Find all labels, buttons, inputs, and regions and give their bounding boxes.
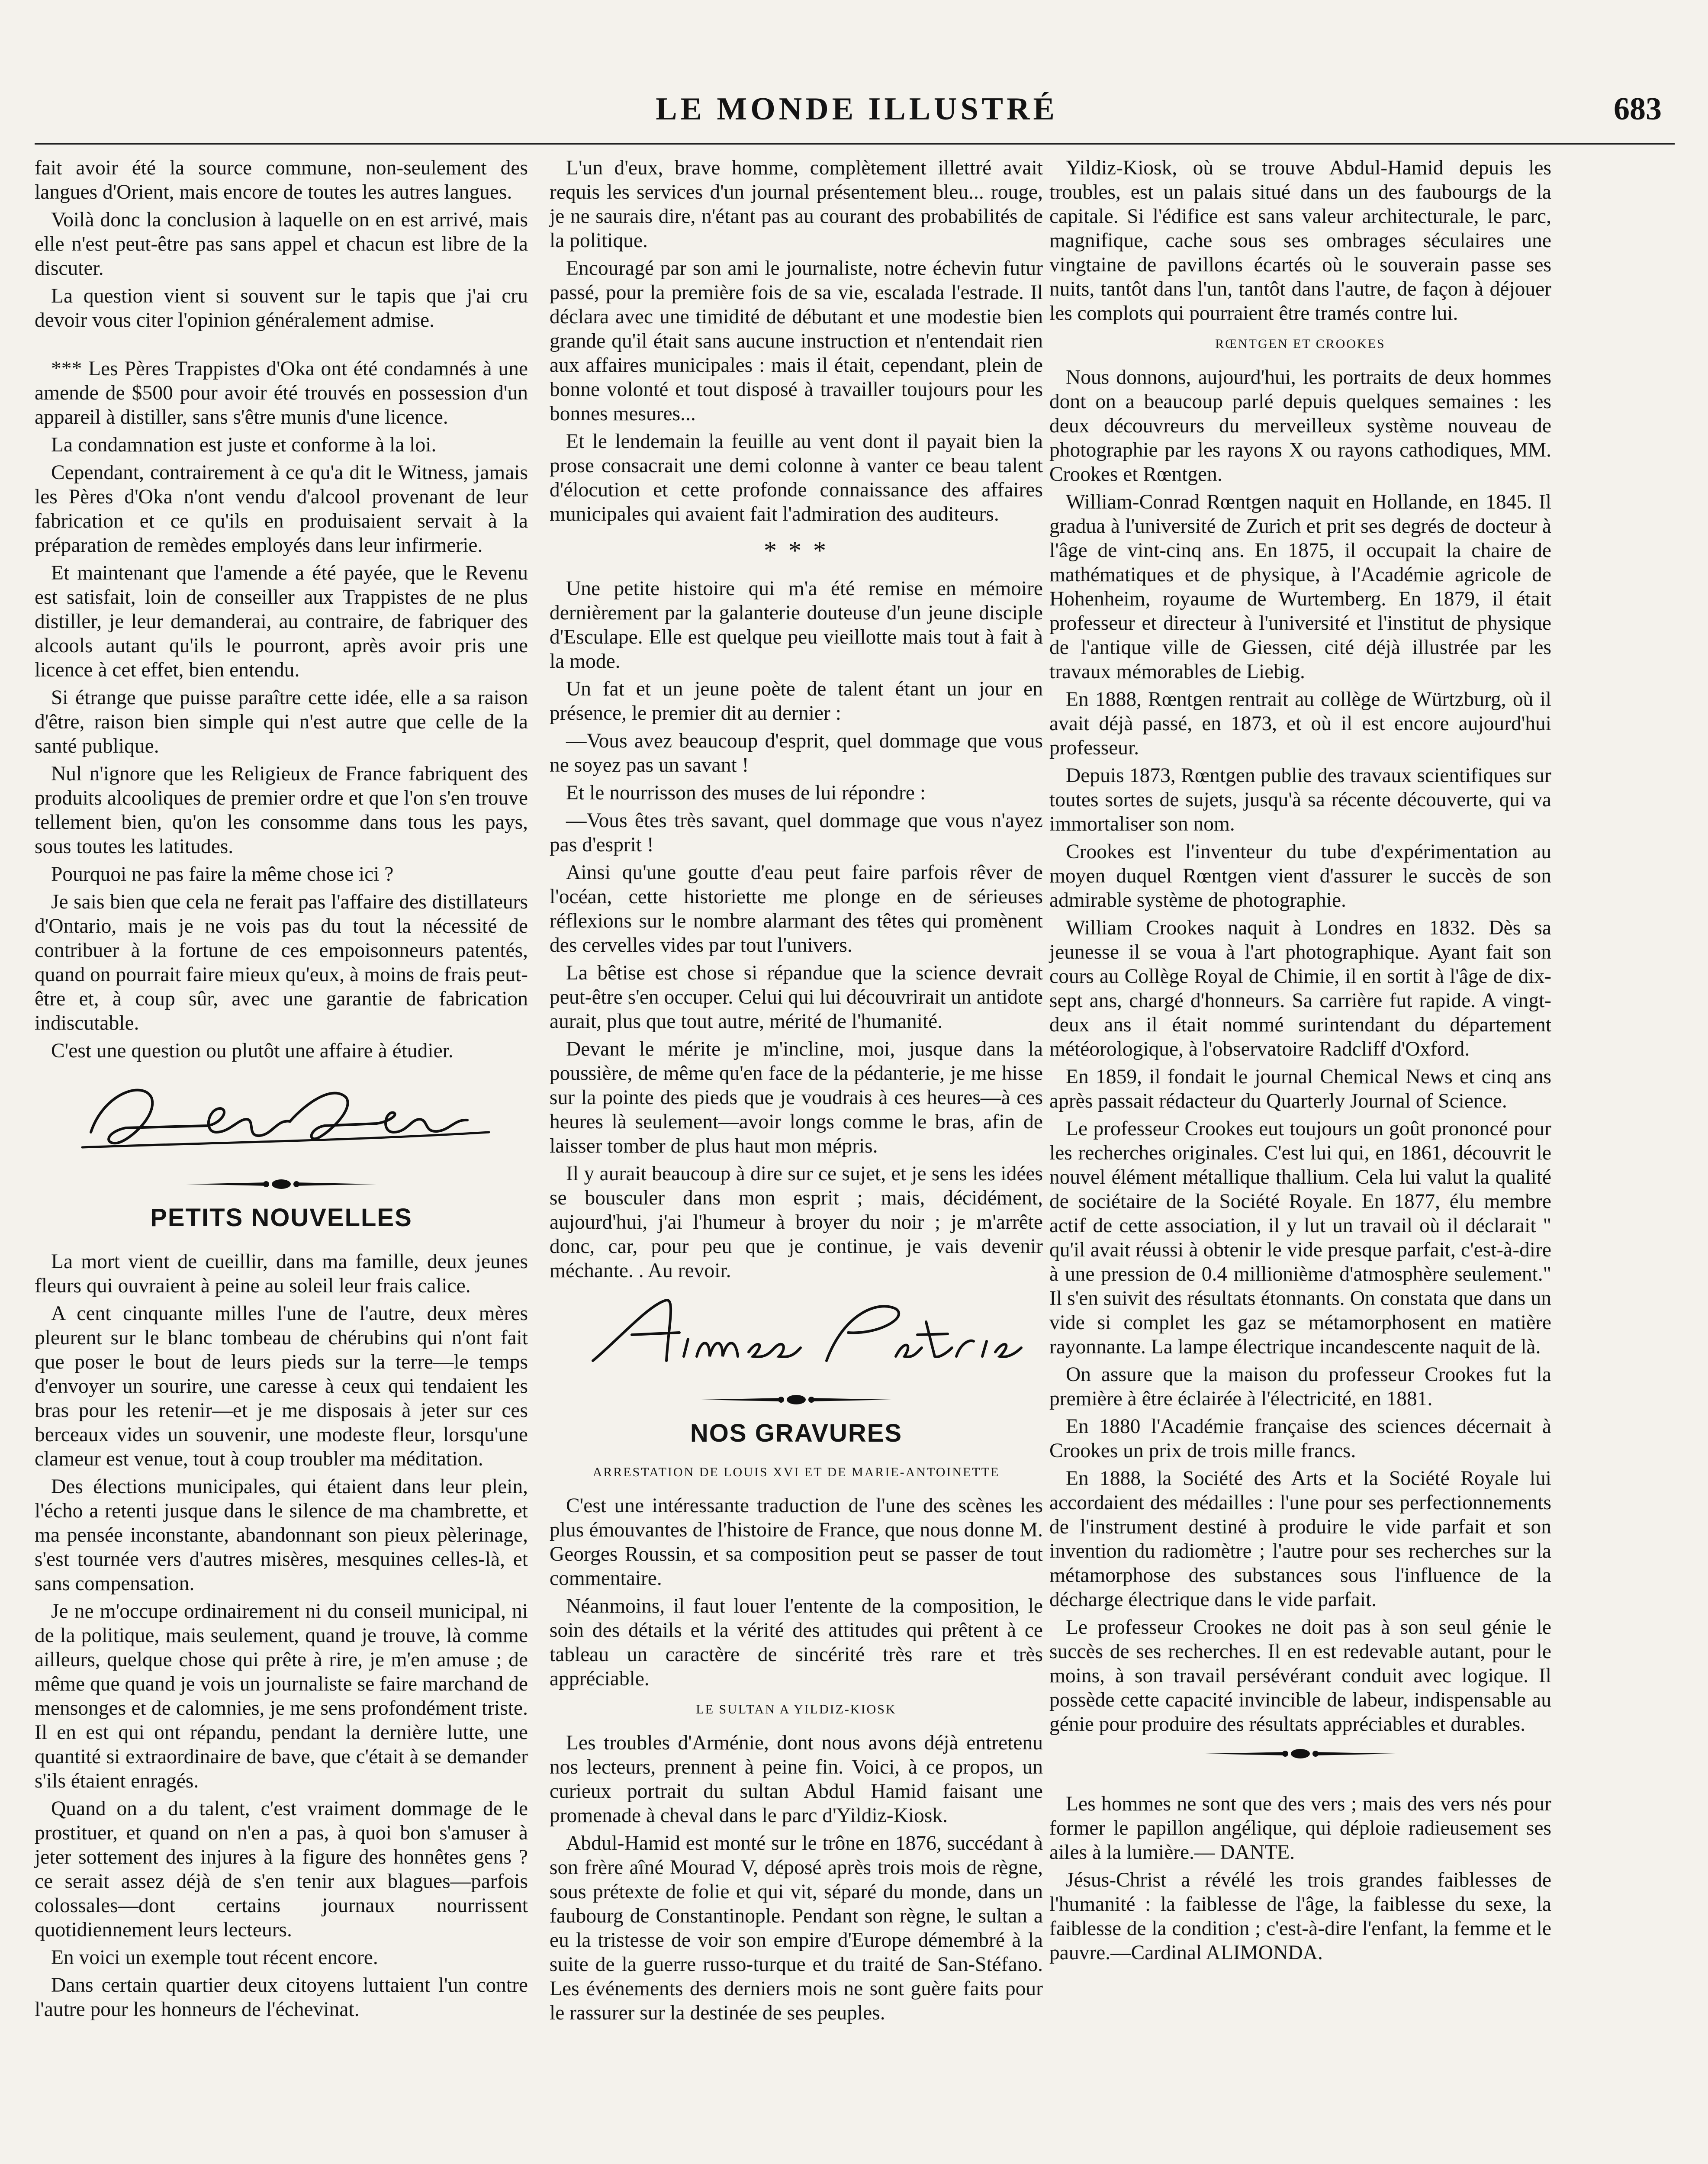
spacer [1049, 1771, 1551, 1792]
paragraph: Depuis 1873, Rœntgen publie des travaux scientifiques sur toutes sortes de sujets, jusqu'à sa récente découverte, qui va immortaliser son nom. [1049, 764, 1551, 835]
spacer [35, 336, 528, 357]
paragraph: Des élections municipales, qui étaient dans leur plein, l'écho a retenti jusque dans le silence de ma chambrette, et ma pensée inconstante, abandonnant son pieux pèlerinage, s'est tournée vers d'autres misères, mesquines celles-là, et sans compensation. [35, 1475, 528, 1595]
column-2 [550, 156, 1043, 2029]
column-3 [1049, 156, 1551, 1968]
section-heading-petits-nouvelles: PETITS NOUVELLES [150, 1204, 412, 1232]
paragraph: Cependant, contrairement à ce qu'a dit le Witness, jamais les Pères d'Oka n'ont vendu d'alcool provenant de leur fabrication et ce qu'ils en produisaient servait à la préparation de remèdes employés dans leur infirmerie. [35, 461, 528, 557]
page-number: 683 [1614, 91, 1662, 127]
subheading-roentgen-crookes: RŒNTGEN ET CROOKES [1215, 337, 1386, 351]
paragraph: Et le lendemain la feuille au vent dont il payait bien la prose consacrait une demi colonne à vanter ce beau talent d'élocution et cette profonde connaissance des affaires municipales qui avaient fait l'admiration des auditeurs. [550, 430, 1043, 525]
paragraph: C'est une question ou plutôt une affaire à étudier. [51, 1040, 454, 1062]
paragraph: William Crookes naquit à Londres en 1832. Dès sa jeunesse il se voua à l'art photographique. Ayant fait son cours au Collège Royal de Chimie, il en sortit à l'âge de dix-sept ans, chargé d'honneurs. Sa carrière fut rapide. A vingt-deux ans il était nommé surintendant du département météorologique, à l'observatoire Radcliff d'Oxford. [1049, 917, 1551, 1060]
paragraph: Je sais bien que cela ne ferait pas l'affaire des distillateurs d'Ontario, mais je ne vois pas du tout la nécessité de contribuer à la fortune de ces empoisonneurs patentés, quand on pourrait faire mieux qu'eux, à moins de frais peut-être et, à coup sûr, avec une garantie de fabrication indiscutable. [35, 891, 528, 1034]
paragraph: Quand on a du talent, c'est vraiment dommage de le prostituer, et quand on n'en a pas, à quoi bon s'amuser à jeter sottement des injures à la figure des honnêtes gens ? ce serait assez déjà de s'en tenir aux blagues—parfois colossales—dont certains journaux nourrissent quotidiennement leurs lecteurs. [35, 1797, 528, 1941]
divider-ornament [1201, 1745, 1400, 1762]
paragraph: Pourquoi ne pas faire la même chose ici ? [51, 863, 394, 886]
subheading-sultan: LE SULTAN A YILDIZ-KIOSK [696, 1702, 897, 1716]
paragraph: Devant le mérite je m'incline, moi, jusque dans la poussière, de même qu'en face de la pédanterie, je me hisse sur la pointe des pieds que je voudrais à ces heures—à ces heures là seulement—avoir longs comme le bras, afin de laisser tomber de plus haut mon mépris. [550, 1038, 1043, 1157]
paragraph: Voilà donc la conclusion à laquelle on en est arrivé, mais elle n'est peut-être pas sans appel et chacun est libre de la discuter. [35, 209, 528, 280]
paragraph: Une petite histoire qui m'a été remise en mémoire dernièrement par la galanterie douteuse d'un jeune disciple d'Esculape. Elle est quelque peu vieillotte mais tout à fait à la mode. [550, 577, 1043, 673]
paragraph: Et le nourrisson des muses de lui répondre : [566, 782, 926, 804]
paragraph: Le professeur Crookes eut toujours un goût prononcé pour les recherches originales. C'est lui qui, en 1861, découvrit le nouvel élément métallique thallium. Cela lui valut la qualité de sociétaire de la Société Royale. En 1877, élu membre actif de cette association, il y lut un travail où il déclarait " qu'il avait réussi à obtenir le vide presque parfait, c'est-à-dire à une pression de 0.4 millionième d'atmosphère seulement." Il s'en suivit des résultats étonnants. On constata que dans un vide si complet les gaz se métamorphosent en matière rayonnante. La lampe électrique incandescente naquit de là. [1049, 1117, 1551, 1358]
paragraph: Dans certain quartier deux citoyens luttaient l'un contre l'autre pour les honneurs de l'échevinat. [35, 1974, 528, 2021]
paragraph: En 1888, Rœntgen rentrait au collège de Würtzburg, où il avait déjà passé, en 1873, et où il est encore aujourd'hui professeur. [1049, 688, 1551, 759]
divider-ornament [182, 1175, 381, 1193]
paragraph: Il y aurait beaucoup à dire sur ce sujet, et je sens les idées se bousculer dans mon esprit ; mais, décidément, aujourd'hui, j'ai l'humeur à broyer du noir ; je m'arrête donc, car, pour peu que je continue, je vais devenir méchante. . Au revoir. [550, 1163, 1043, 1282]
paragraph: Encouragé par son ami le journaliste, notre échevin futur passé, pour la première fois de sa vie, escalada l'estrade. Il déclara avec une timidité de débutant et une modestie bien grande qu'il était sans aucune instruction et n'entendait rien aux affaires municipales : mais il était, cependant, plein de bonne volonté et tout disposé à travailler toujours pour les bonnes mesures... [550, 257, 1043, 425]
paragraph: En 1880 l'Académie française des sciences décernait à Crookes un prix de trois mille francs. [1049, 1415, 1551, 1462]
signature-aimee-patrie [567, 1287, 1026, 1382]
paragraph: Nul n'ignore que les Religieux de France fabriquent des produits alcooliques de premier ordre et que l'on s'en trouve tellement bien, qu'on les consomme dans tous les pays, sous toutes les latitudes. [35, 763, 528, 858]
paragraph: Ainsi qu'une goutte d'eau peut faire parfois rêver de l'océan, cette historiette me plonge en de sérieuses réflexions sur le nombre alarmant des têtes qui promènent des cervelles vides par tout l'univers. [550, 861, 1043, 956]
signature-leon-ledieu [65, 1067, 498, 1167]
paragraph: fait avoir été la source commune, non-seulement des langues d'Orient, mais encore de toutes les autres langues. [35, 157, 528, 203]
paragraph: Et maintenant que l'amende a été payée, que le Revenu est satisfait, loin de conseiller aux Trappistes de ne plus distiller, je leur demanderai, au contraire, de fabriquer des alcools autant qu'ils le pourront, après avoir pris une licence à cet effet, bien entendu. [35, 562, 528, 681]
paragraph: William-Conrad Rœntgen naquit en Hollande, en 1845. Il gradua à l'université de Zurich et prit ses degrés de docteur à l'âge de vint-cinq ans. En 1875, il occupait la chaire de mathématiques et de physique, à l'Académie agricole de Hohenheim, royaume de Wurtemberg. En 1879, il était professeur et directeur à l'université et l'institut de physique de l'antique ville de Giessen, cité déjà illustrée par les travaux mémorables de Liebig. [1049, 491, 1551, 683]
section-heading-nos-gravures: NOS GRAVURES [690, 1419, 903, 1447]
paragraph: Abdul-Hamid est monté sur le trône en 1876, succédant à son frère aîné Mourad V, déposé après trois mois de règne, sous prétexte de folie et qui vit, séparé du monde, dans un faubourg de Constantinople. Pendant son règne, le sultan a eu la tristesse de voir son empire d'Europe démembré à la suite de la guerre russo-turque et du traité de San-Stéfano. Les événements des derniers mois ne sont guère faits pour le rassurer sur la destinée de ses peuples. [550, 1832, 1043, 2024]
paragraph: L'un d'eux, brave homme, complètement illettré avait requis les services d'un journal présentement bleu... rouge, je ne saurais dire, n'étant pas au courant des probabilités de la politique. [550, 157, 1043, 252]
masthead-title: LE MONDE ILLUSTRÉ [656, 91, 1058, 127]
divider-ornament [697, 1391, 896, 1408]
paragraph: Les troubles d'Arménie, dont nous avons déjà entretenu nos lecteurs, prennent à peine fin. Voici, à ce propos, un curieux portrait du sultan Abdul Hamid faisant une promenade à cheval dans le parc d'Yildiz-Kiosk. [550, 1732, 1043, 1827]
column-1 [35, 156, 528, 2025]
paragraph: La condamnation est juste et conforme à la loi. [51, 434, 437, 456]
paragraph: C'est une intéressante traduction de l'une des scènes les plus émouvantes de l'histoire de France, que nous donne M. Georges Roussin, et sa composition peut se passer de tout commentaire. [550, 1494, 1043, 1590]
paragraph: En voici un exemple tout récent encore. [51, 1946, 378, 1969]
paragraph: A cent cinquante milles l'une de l'autre, deux mères pleurent sur le blanc tombeau de chérubins qui n'ont fait que poser le bout de leurs pieds sur la terre—le temps d'envoyer un sourire, une caresse à ceux qui tendaient les bras pour les retenir—et je me disposais à jeter sur ces berceaux vides un souvenir, une modeste fleur, lorsqu'une clameur est venue, tout à coup troubler ma méditation. [35, 1302, 528, 1470]
paragraph: La mort vient de cueillir, dans ma famille, deux jeunes fleurs qui ouvraient à peine au soleil leur frais calice. [35, 1250, 528, 1297]
page-header [35, 82, 1679, 134]
paragraph: Si étrange que puisse paraître cette idée, elle a sa raison d'être, raison bien simple qui n'est autre que celle de la santé publique. [35, 686, 528, 757]
asterism: * * * [764, 536, 829, 565]
quote-alimonda: Jésus-Christ a révélé les trois grandes faiblesses de l'humanité : la faiblesse de l'âge, la faiblesse du sexe, la faiblesse de la condition ; c'est-à-dire l'enfant, la femme et le pauvre.—Cardinal ALIMONDA. [1049, 1869, 1551, 1964]
paragraph: *** Les Pères Trappistes d'Oka ont été condamnés à une amende de $500 pour avoir été trouvés en possession d'un appareil à distiller, sans s'être munis d'une licence. [35, 357, 528, 428]
paragraph: Néanmoins, il faut louer l'entente de la composition, le soin des détails et la vérité des attitudes qui prêtent à ce tableau un caractère de sincérité très rare et très appréciable. [550, 1595, 1043, 1690]
header-rule [35, 143, 1675, 145]
paragraph: On assure que la maison du professeur Crookes fut la première à être éclairée à l'électricité, en 1881. [1049, 1363, 1551, 1410]
paragraph: Le professeur Crookes ne doit pas à son seul génie le succès de ses recherches. Il en est redevable autant, pour le moins, à son travail persévérant conduit avec logique. Il possède cette capacité invincible de labeur, indispensable au génie pour produire des résultats appréciables et durables. [1049, 1616, 1551, 1736]
paragraph: —Vous avez beaucoup d'esprit, quel dommage que vous ne soyez pas un savant ! [550, 730, 1043, 776]
paragraph: En 1888, la Société des Arts et la Société Royale lui accordaient des médailles : l'une pour ses perfectionnements de l'instrument destiné à produire le vide parfait et son invention du radiomètre ; l'autre pour ses recherches sur la métamorphose des substances sous l'influence de la décharge électrique dans le vide parfait. [1049, 1467, 1551, 1611]
paragraph: La bêtise est chose si répandue que la science devrait peut-être s'en occuper. Celui qui lui découvrirait un antidote aurait, plus que tout autre, mérité de l'humanité. [550, 962, 1043, 1033]
paragraph: Yildiz-Kiosk, où se trouve Abdul-Hamid depuis les troubles, est un palais situé dans un des faubourgs de la capitale. Si l'édifice est sans valeur architecturale, le parc, magnifique, cache sous ses ombrages séculaires une vingtaine de pavillons écartés où le souverain passe ses nuits, tantôt dans l'un, tantôt dans l'autre, de façon à déjouer les complots qui pourraient être tramés contre lui. [1049, 157, 1551, 325]
paragraph: Un fat et un jeune poète de talent étant un jour en présence, le premier dit au dernier : [550, 678, 1043, 725]
paragraph: En 1859, il fondait le journal Chemical News et cinq ans après passait rédacteur du Quarterly Journal of Science. [1049, 1066, 1551, 1112]
paragraph: La question vient si souvent sur le tapis que j'ai cru devoir vous citer l'opinion généralement admise. [35, 285, 528, 332]
paragraph: Je ne m'occupe ordinairement ni du conseil municipal, ni de la politique, mais seulement, quand je trouve, là comme ailleurs, quelque chose qui prête à rire, je m'en amuse ; de même que quand je vois un journaliste se faire marchand de mensonges et de calomnies, je me sens profondément triste. Il en est qui ont répandu, pendant la dernière lutte, une quantité si extraordinaire de bave, que c'était à se demander s'ils étaient enragés. [35, 1600, 528, 1792]
paragraph: —Vous êtes très savant, quel dommage que vous n'ayez pas d'esprit ! [550, 809, 1043, 856]
quote-dante: Les hommes ne sont que des vers ; mais des vers nés pour former le papillon angélique, qui déploie radieusement ses ailes à la lumière.— DANTE. [1049, 1793, 1551, 1864]
paragraph: Nous donnons, aujourd'hui, les portraits de deux hommes dont on a beaucoup parlé depuis quelques semaines : les deux découvreurs du merveilleux système nouveau de photographie par les rayons X ou rayons cathodiques, MM. Crookes et Rœntgen. [1049, 366, 1551, 486]
subheading-arrestation: ARRESTATION DE LOUIS XVI ET DE MARIE-ANTOINETTE [592, 1465, 1000, 1479]
paragraph: Crookes est l'inventeur du tube d'expérimentation au moyen duquel Rœntgen vient d'assurer le succès de son admirable système de photographie. [1049, 840, 1551, 911]
